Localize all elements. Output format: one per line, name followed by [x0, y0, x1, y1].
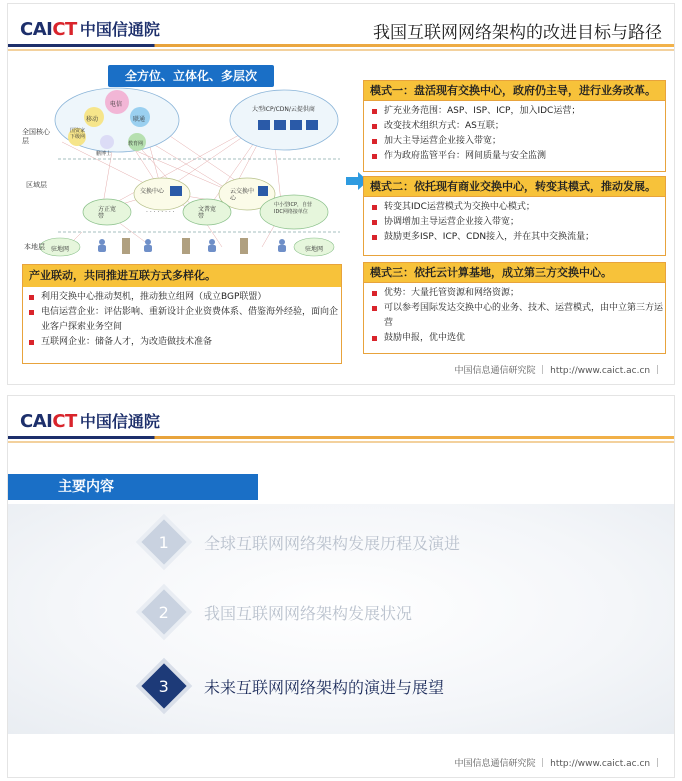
mode-2-panel	[363, 176, 666, 256]
node-dianxin: 电信	[110, 101, 123, 108]
slide-2	[7, 395, 675, 778]
slide-title: 我国互联网网络架构的改进目标与路径	[373, 23, 662, 43]
header-divider	[8, 44, 674, 47]
svg-text:· · · · · · · ·: · · · · · · · ·	[146, 209, 175, 216]
mode-item: 鼓励更多ISP、ICP、CDN接入，并在其中交换流量；	[366, 230, 663, 245]
node-jiaoyu: 教育网	[128, 141, 144, 147]
industry-item: 互联网企业：储备人才，为改造做技术准备	[23, 335, 341, 350]
caict-logo: CAICT 中国信通院	[20, 19, 160, 40]
node-wenji: 文普宽带	[198, 206, 217, 220]
footer: 中国信息通信研究院 ｜ http://www.caict.ac.cn ｜	[454, 759, 662, 769]
industry-item: 电信运营企业：评估影响、重新设计企业资费体系、借鉴海外经验，面向企业客户探索业务空间	[23, 305, 341, 335]
node-zhongxiao: 中小型ICP，自营IDC网络接单位	[274, 202, 312, 215]
layer-label-local: 本地层	[24, 243, 45, 251]
mode-item: 转变其IDC运营模式为交换中心模式；	[366, 200, 663, 215]
node-yunjiao: 云交换中心	[230, 188, 255, 202]
caict-logo: CAICT 中国信通院	[20, 411, 160, 432]
diamond-icon: 3	[141, 663, 186, 708]
toc-heading: 主要内容	[8, 474, 258, 500]
toc-item-2[interactable]	[148, 596, 412, 628]
mode-item: 加大主导运营企业接入带宽；	[366, 134, 663, 149]
node-big-provider: 大型ICP/CDN/云提供商	[252, 106, 315, 113]
mode-item: 鼓励申报，优中选优	[366, 331, 663, 346]
node-fangzheng: 方正宽带	[98, 206, 117, 220]
mode-3-heading: 模式三：依托云计算基地，成立第三方交换中心。	[364, 263, 665, 283]
industry-item: 利用交换中心推动契机，推动独立组网（成立BGP联盟）	[23, 290, 341, 305]
node-liantong: 联通	[133, 116, 146, 123]
node-zhudiwang-right: 驻地网	[305, 246, 324, 253]
network-diagram	[22, 62, 340, 262]
slide-1	[7, 3, 675, 385]
mode-3-panel	[363, 262, 666, 354]
toc-item-3[interactable]	[148, 670, 444, 702]
mode-1-panel	[363, 80, 666, 172]
node-yidong: 移动	[86, 116, 99, 123]
mode-item: 扩充业务范围：ASP、ISP、ICP，加入IDC运营；	[366, 104, 663, 119]
mode-item: 改变技术组织方式：AS互联；	[366, 119, 663, 134]
mode-item: 优势：大量托管资源和网络资源；	[366, 286, 663, 301]
diagram-lines	[22, 62, 340, 262]
toc-label: 未来互联网网络架构的演进与展望	[204, 677, 445, 697]
layer-label-region: 区域层	[26, 181, 47, 189]
industry-panel-heading: 产业联动，共同推进互联方式多样化。	[23, 265, 341, 287]
node-guozi: 国资家下级网	[70, 128, 86, 140]
mode-item: 作为政府监管平台：网间质量与安全监测	[366, 149, 663, 164]
node-pengbo: 鹏博士	[96, 151, 112, 157]
toc-item-1[interactable]	[148, 526, 460, 558]
diamond-icon: 1	[141, 519, 186, 564]
industry-panel	[22, 264, 342, 364]
toc-label: 全球互联网网络架构发展历程及演进	[204, 533, 461, 553]
footer: 中国信息通信研究院 ｜ http://www.caict.ac.cn ｜	[454, 366, 662, 376]
mode-item: 协调增加主导运营企业接入带宽；	[366, 215, 663, 230]
layer-label-core: 全国核心层	[22, 128, 50, 145]
mode-item: 可以参考国际发达交换中心的业务、技术、运营模式，由中立第三方运营	[366, 301, 663, 331]
mode-1-heading: 模式一：盘活现有交换中心，政府仍主导，进行业务改革。	[364, 81, 665, 101]
diagram-heading: 全方位、立体化、多层次	[108, 65, 274, 87]
header-divider	[8, 436, 674, 439]
node-zhudiwang-left: 驻地网	[51, 246, 70, 253]
node-jiaohuan: 交换中心	[140, 188, 165, 195]
diamond-icon: 2	[141, 589, 186, 634]
mode-2-heading: 模式二：依托现有商业交换中心，转变其模式，推动发展。	[364, 177, 665, 197]
toc-label: 我国互联网网络架构发展状况	[204, 603, 413, 623]
